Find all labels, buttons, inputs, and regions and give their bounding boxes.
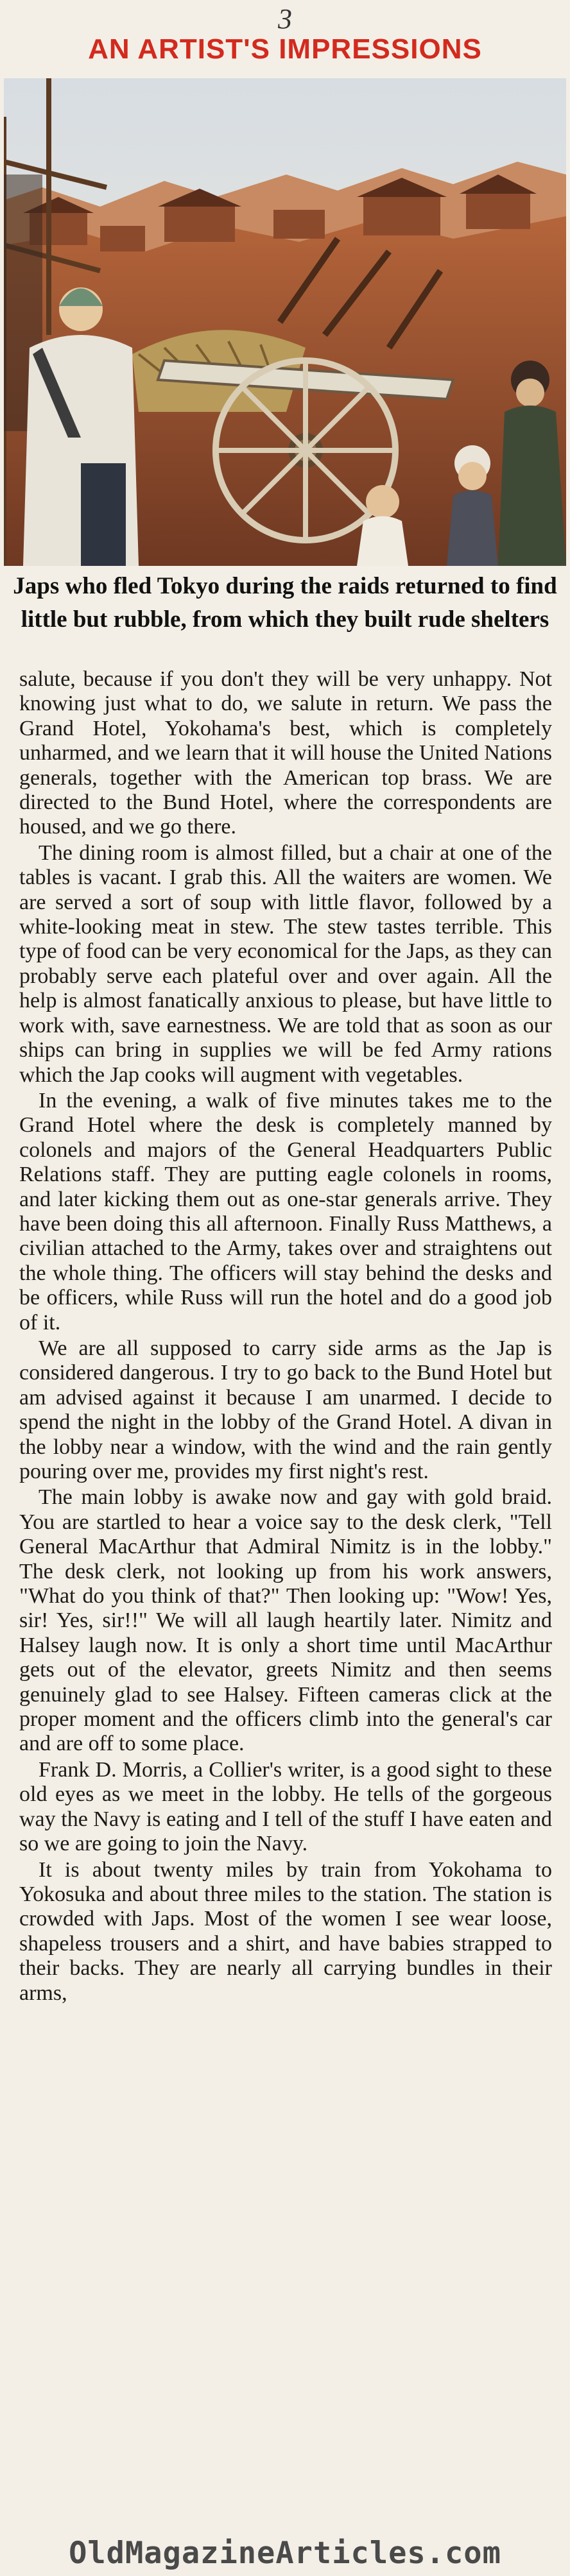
paragraph-3: In the evening, a walk of five minutes takes me to the Grand Hotel where the desk is completely manned by colonels and majors of the General Headquarters Public Relations staff. They are putting eagle colonels in rooms, and later kicking them out as one-star generals arrive. They have been doing this all afternoon. Finally Russ Matthews, a civilian attached to the Army, takes over and straightens out the whole thing. The officers will stay behind the desks and be officers, while Russ will run the hotel and do a good job of it. bbox=[19, 1088, 552, 1335]
site-watermark: OldMagazineArticles.com bbox=[69, 2536, 501, 2571]
paragraph-5: The main lobby is awake now and gay with gold braid. You are startled to hear a voice say to the desk clerk, "Tell General MacArthur that Admiral Nimitz is in the lobby." The desk clerk, not looking up from his work answers, "What do you think of that?" Then looking up: "Wow! Yes, sir! Yes, sir!!" We will all laugh heartily later. Nimitz and Halsey laugh now. It is only a short time until MacArthur gets out of the elevator, greets Nimitz and then seems genuinely glad to see Halsey. Fifteen cameras click at the proper moment and the officers climb into the general's car and are off to some place. bbox=[19, 1485, 552, 1756]
illustration bbox=[4, 78, 566, 566]
street-scene-with-rubble-and-cart-icon bbox=[4, 78, 566, 566]
paragraph-2: The dining room is almost filled, but a chair at one of the tables is vacant. I grab this. All the waiters are women. We are served a sort of soup with little flavor, followed by a white-looking meat in stew. The stew tastes terrible. This type of food can be very economical for the Japs, as they can probably serve each plateful over and over again. All the help is almost fanatically anxious to please, but have little to work with, save earnestness. We are told that as soon as our ships can bring in supplies we will be fed Army rations which the Jap cooks will augment with vegetables. bbox=[19, 840, 552, 1087]
illustration-caption: Japs who fled Tokyo during the raids returned to find little but rubble, from which they built rude shelters bbox=[13, 573, 557, 633]
article-body bbox=[19, 667, 552, 2006]
paragraph-1: salute, because if you don't they will be very unhappy. Not knowing just what to do, we salute in return. We pass the Grand Hotel, Yokohama's best, which is completely unharmed, and we learn that it will house the United Nations generals, together with the American top brass. We are directed to the Bund Hotel, where the correspondents are housed, and we go there. bbox=[19, 667, 552, 839]
page-number: 3 bbox=[278, 3, 292, 35]
paragraph-4: We are all supposed to carry side arms as the Jap is considered dangerous. I try to go back to the Bund Hotel but am advised against it because I am unarmed. I decide to spend the night in the lobby of the Grand Hotel. A divan in the lobby near a window, with the wind and the rain gently pouring over me, provides my first night's rest. bbox=[19, 1336, 552, 1483]
paragraph-7: It is about twenty miles by train from Yokohama to Yokosuka and about three miles to the station. The station is crowded with Japs. Most of the women I see wear loose, shapeless trousers and a shirt, and have babies strapped to their backs. They are nearly all carrying bundles in their arms, bbox=[19, 1857, 552, 2005]
headline: AN ARTIST'S IMPRESSIONS bbox=[88, 33, 482, 65]
paragraph-6: Frank D. Morris, a Collier's writer, is a good sight to these old eyes as we meet in the lobby. He tells of the gorgeous way the Navy is eating and I tell of the stuff I have eaten and so we are going to join the Navy. bbox=[19, 1757, 552, 1856]
